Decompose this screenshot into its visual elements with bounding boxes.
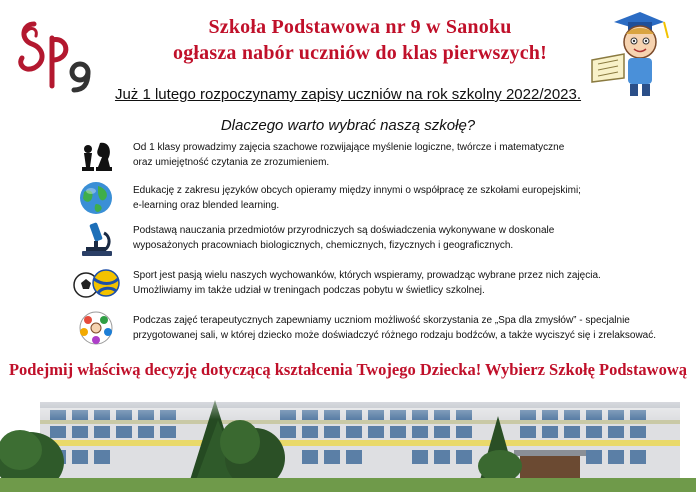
feature-text-sport xyxy=(133,268,673,298)
school-logo xyxy=(12,14,98,94)
feature-text-chess xyxy=(133,140,673,170)
globe-icon xyxy=(74,178,118,218)
spa-senses-icon xyxy=(74,308,118,348)
feature-line: Od 1 klasy prowadzimy zajęcia szachowe rozwijające myślenie logiczne, twórcze i matematyczne xyxy=(133,142,565,153)
feature-line: e-learning oraz blended learning. xyxy=(133,200,280,211)
title-line-2: ogłasza nabór uczniów do klas pierwszych! xyxy=(173,42,547,64)
chess-icon xyxy=(74,135,118,175)
feature-line: Umożliwiamy im także udział w treningach podczas pobytu w świetlicy szkolnej. xyxy=(133,285,485,296)
feature-text-languages xyxy=(133,183,673,213)
school-building-photo xyxy=(0,380,696,492)
title-line-1: Szkoła Podstawowa nr 9 w Sanoku xyxy=(208,16,512,38)
feature-line: oraz umiejętność czytania ze zrozumieniem. xyxy=(133,157,330,168)
subtitle: Już 1 lutego rozpoczynamy zapisy uczniów na rok szkolny 2022/2023. xyxy=(114,86,582,103)
feature-line: Edukację z zakresu języków obcych opieramy między innymi o współpracę ze szkołami europejskimi; xyxy=(133,185,581,196)
microscope-icon xyxy=(74,219,118,259)
call-to-action: Podejmij właściwą decyzję dotyczącą kształcenia Twojego Dziecka! Wybierz Szkołę Podstawową xyxy=(8,360,688,379)
feature-text-spa xyxy=(133,313,673,343)
feature-line: Podczas zajęć terapeutycznych zapewniamy uczniom możliwość skorzystania ze „Spa dla zmysłów” - specjalnie xyxy=(133,315,630,326)
section-question: Dlaczego warto wybrać naszą szkołę? xyxy=(220,117,476,134)
feature-line: Podstawą nauczania przedmiotów przyrodniczych są doświadczenia wykonywane w doskonale xyxy=(133,225,555,236)
feature-line: Sport jest pasją wielu naszych wychowanków, których wspieramy, prowadząc wybrane przez nich zajęcia. xyxy=(133,270,601,281)
feature-line: wyposażonych pracowniach biologicznych, chemicznych, fizycznych i geograficznych. xyxy=(133,240,514,251)
feature-text-science xyxy=(133,223,673,253)
sports-balls-icon xyxy=(72,263,122,303)
feature-line: przygotowanej sali, w której dziecko może doświadczyć różnego rodzaju bodźców, a także wyciszyć się i zrelaksować. xyxy=(133,330,657,341)
